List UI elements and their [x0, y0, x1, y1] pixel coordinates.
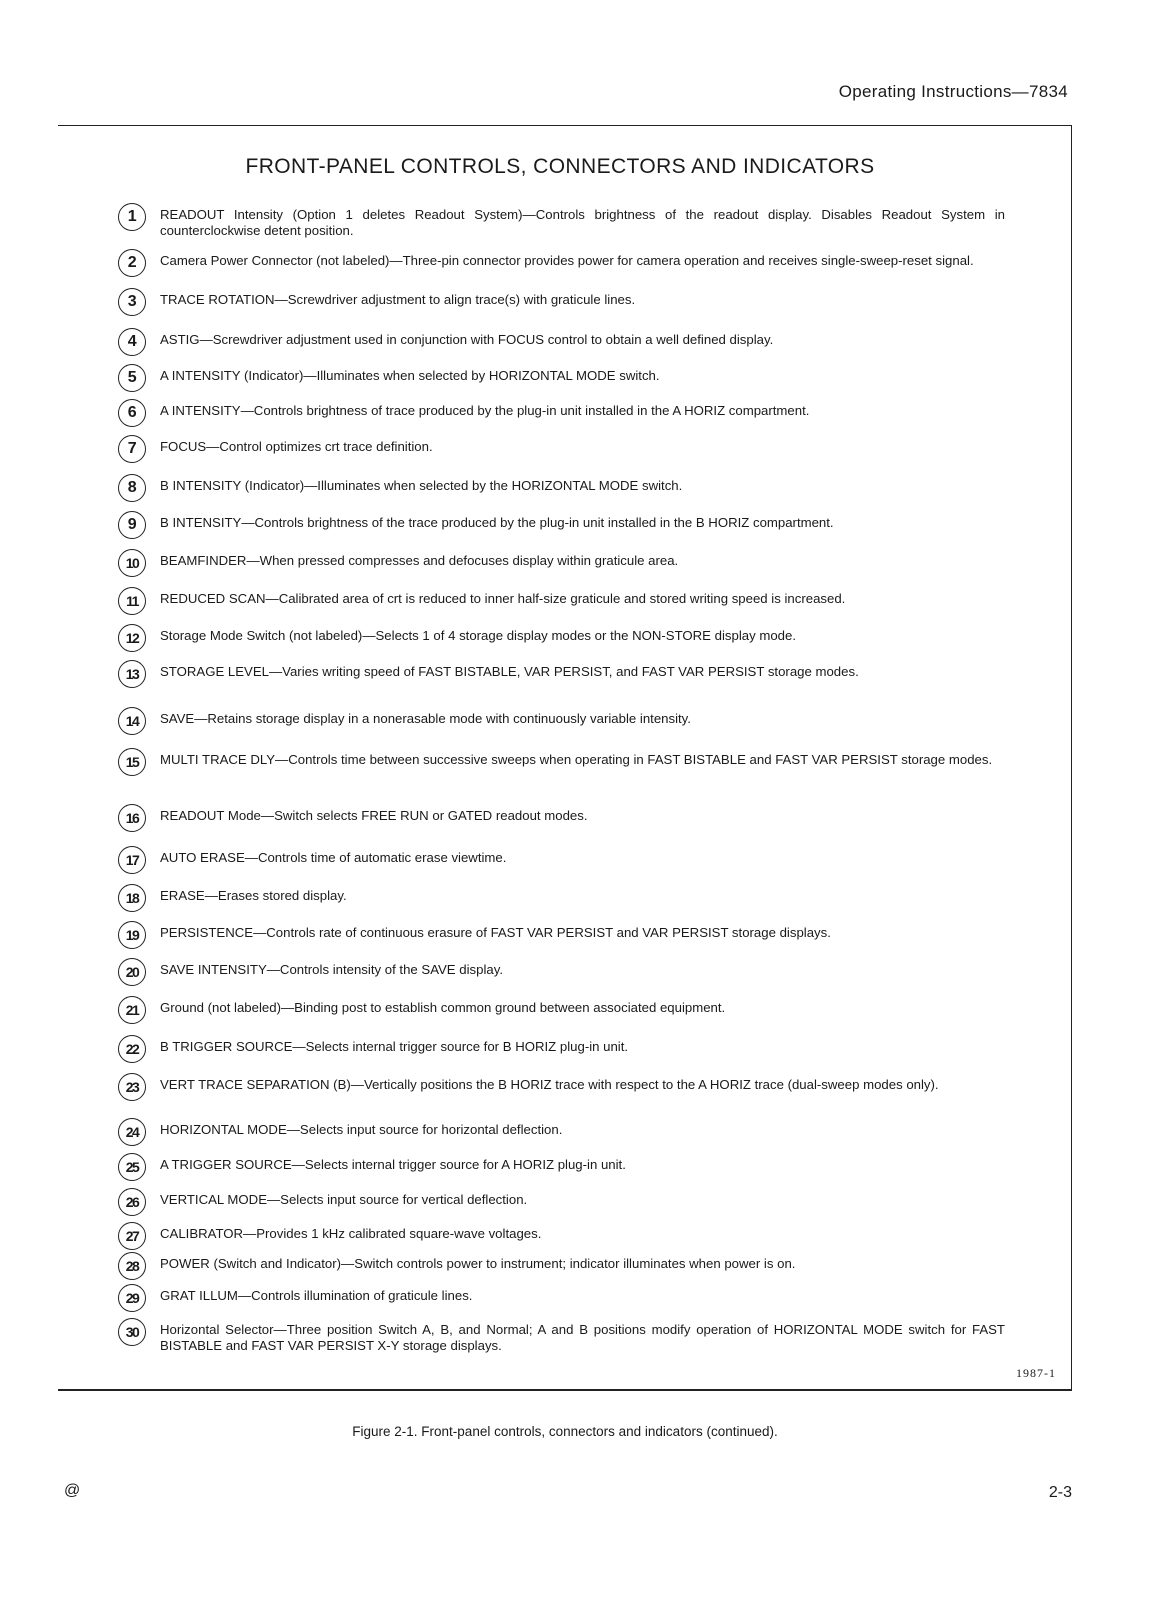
item-number: 1	[118, 203, 146, 231]
item-description: TRACE ROTATION—Screwdriver adjustment to align trace(s) with graticule lines.	[160, 292, 636, 307]
item-description: AUTO ERASE—Controls time of automatic erase viewtime.	[160, 850, 507, 865]
item-description: B TRIGGER SOURCE—Selects internal trigger source for B HORIZ plug-in unit.	[160, 1039, 629, 1054]
item-description: A TRIGGER SOURCE—Selects internal trigger source for A HORIZ plug-in unit.	[160, 1157, 626, 1172]
item-description: Camera Power Connector (not labeled)—Three-pin connector provides power for camera operation and receives single-sweep-reset signal.	[160, 253, 974, 268]
item-number: 15	[118, 748, 146, 776]
item-description: SAVE INTENSITY—Controls intensity of the SAVE display.	[160, 962, 504, 977]
item-number: 25	[118, 1153, 146, 1181]
item-description: GRAT ILLUM—Controls illumination of graticule lines.	[160, 1288, 473, 1303]
item-description: MULTI TRACE DLY—Controls time between successive sweeps when operating in FAST BISTABLE and FAST VAR PERSIST storage modes.	[160, 752, 993, 767]
item-description: FOCUS—Control optimizes crt trace definition.	[160, 439, 433, 454]
item-description: B INTENSITY (Indicator)—Illuminates when selected by the HORIZONTAL MODE switch.	[160, 478, 683, 493]
item-number: 13	[118, 660, 146, 688]
item-number: 8	[118, 474, 146, 502]
item-number: 17	[118, 846, 146, 874]
item-number: 4	[118, 328, 146, 356]
item-number: 5	[118, 364, 146, 392]
item-description: A INTENSITY—Controls brightness of trace produced by the plug-in unit installed in the A HORIZ compartment.	[160, 403, 810, 418]
item-number: 28	[118, 1252, 146, 1280]
item-description: STORAGE LEVEL—Varies writing speed of FAST BISTABLE, VAR PERSIST, and FAST VAR PERSIST storage modes.	[160, 664, 859, 679]
item-description: PERSISTENCE—Controls rate of continuous erasure of FAST VAR PERSIST and VAR PERSIST storage displays.	[160, 925, 831, 940]
item-description: Horizontal Selector—Three position Switch A, B, and Normal; A and B positions modify operation of HORIZONTAL MODE switch for FAST BISTABLE and FAST VAR PERSIST X-Y storage displays.	[160, 1322, 1005, 1353]
item-description: READOUT Mode—Switch selects FREE RUN or GATED readout modes.	[160, 808, 588, 823]
item-number: 24	[118, 1118, 146, 1146]
item-description: VERTICAL MODE—Selects input source for vertical deflection.	[160, 1192, 528, 1207]
item-number: 2	[118, 249, 146, 277]
item-description: SAVE—Retains storage display in a nonerasable mode with continuously variable intensity.	[160, 711, 691, 726]
item-description: A INTENSITY (Indicator)—Illuminates when selected by HORIZONTAL MODE switch.	[160, 368, 660, 383]
item-description: B INTENSITY—Controls brightness of the trace produced by the plug-in unit installed in the B HORIZ compartment.	[160, 515, 834, 530]
item-description: Storage Mode Switch (not labeled)—Selects 1 of 4 storage display modes or the NON-STORE display mode.	[160, 628, 796, 643]
item-number: 22	[118, 1035, 146, 1063]
item-number: 14	[118, 707, 146, 735]
item-number: 12	[118, 624, 146, 652]
item-number: 29	[118, 1284, 146, 1312]
item-number: 18	[118, 884, 146, 912]
item-number: 20	[118, 958, 146, 986]
item-description: ERASE—Erases stored display.	[160, 888, 347, 903]
item-description: READOUT Intensity (Option 1 deletes Readout System)—Controls brightness of the readout display. Disables Readout System in counterclockwise detent position.	[160, 207, 1005, 238]
item-description: VERT TRACE SEPARATION (B)—Vertically positions the B HORIZ trace with respect to the A HORIZ trace (dual-sweep modes only).	[160, 1077, 939, 1092]
item-description: Ground (not labeled)—Binding post to establish common ground between associated equipment.	[160, 1000, 726, 1015]
item-number: 19	[118, 921, 146, 949]
item-number: 26	[118, 1188, 146, 1216]
item-number: 7	[118, 435, 146, 463]
item-number: 27	[118, 1222, 146, 1250]
item-description: REDUCED SCAN—Calibrated area of crt is reduced to inner half-size graticule and stored writing speed is increased.	[160, 591, 846, 606]
item-description: HORIZONTAL MODE—Selects input source for horizontal deflection.	[160, 1122, 563, 1137]
page-number: 2-3	[1048, 1484, 1072, 1501]
section-title: FRONT-PANEL CONTROLS, CONNECTORS AND INDICATORS	[245, 155, 875, 178]
item-description: POWER (Switch and Indicator)—Switch controls power to instrument; indicator illuminates when power is on.	[160, 1256, 796, 1271]
footer-symbol: @	[64, 1482, 81, 1499]
figure-id: 1987-1	[1016, 1366, 1056, 1380]
running-header: Operating Instructions—7834	[838, 82, 1068, 101]
item-number: 10	[118, 549, 146, 577]
item-number: 21	[118, 996, 146, 1024]
item-description: BEAMFINDER—When pressed compresses and defocuses display within graticule area.	[160, 553, 679, 568]
item-description: ASTIG—Screwdriver adjustment used in conjunction with FOCUS control to obtain a well defined display.	[160, 332, 774, 347]
item-number: 9	[118, 511, 146, 539]
item-number: 11	[118, 587, 146, 615]
item-number: 23	[118, 1073, 146, 1101]
item-description: CALIBRATOR—Provides 1 kHz calibrated square-wave voltages.	[160, 1226, 542, 1241]
item-number: 3	[118, 288, 146, 316]
item-number: 6	[118, 399, 146, 427]
figure-caption: Figure 2-1. Front-panel controls, connectors and indicators (continued).	[352, 1424, 778, 1439]
item-number: 16	[118, 804, 146, 832]
item-number: 30	[118, 1318, 146, 1346]
